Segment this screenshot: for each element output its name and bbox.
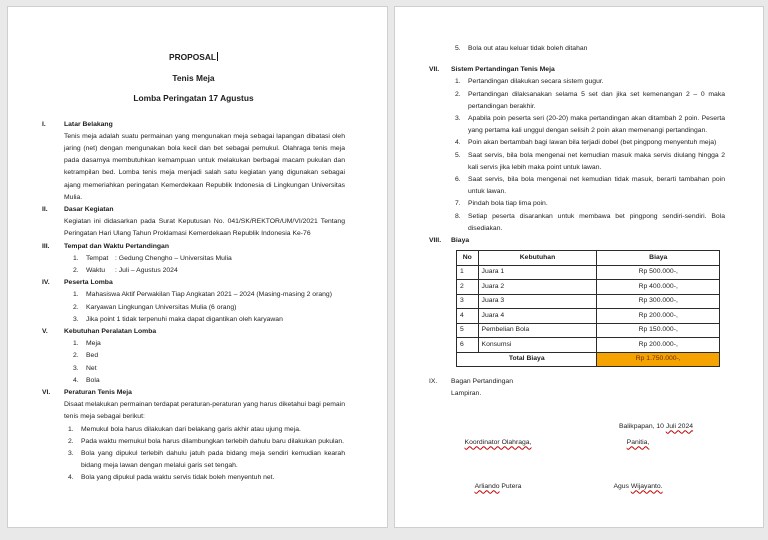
signature-block: [429, 409, 725, 534]
section-number: V.: [42, 327, 48, 335]
section-heading: Latar Belakang: [64, 120, 113, 128]
document-page-2[interactable]: [394, 6, 764, 528]
section-paragraph: Disaat melakukan permainan terdapat peraturan-peraturan yang harus diketahui bagi pemain tenis meja sebagai berikut:: [64, 401, 345, 421]
field-value: Gedung Chengho – Universitas Mulia: [118, 254, 232, 262]
table-total-row: [457, 352, 720, 367]
section-heading: Dasar Kegiatan: [64, 205, 114, 213]
section-heading: Tempat dan Waktu Pertandingan: [64, 242, 169, 250]
section-heading: Peserta Lomba: [64, 279, 113, 287]
table-row: 5 Pembelian Bola Rp 150.000-,: [457, 323, 720, 338]
section-number: VII.: [429, 66, 440, 74]
list-item: 1. Mahasiswa Aktif Perwakilan Tiap Angkatan 2021 – 2024 (Masing-masing 2 orang): [73, 291, 332, 299]
section-number: I.: [42, 120, 46, 128]
column-header-kebutuhan: Kebutuhan: [478, 251, 597, 266]
section-paragraph: Tenis meja adalah suatu permainan yang mengunakan meja sebagai lapangan dibatasi oleh jaring (net) dengan mengunakan bola kecil dan bet sebagai pemukul. Olahraga tenis meja pada dasarnya membutuhkan kemampuan untuk melakukan berbagai macam pukulan dan ketrampilan bed. Lomba tenis meja menjadi salah satu kegiatan yang digunakan sebagai ajang memeriahkan peringatan Kemerdekaan Republik Indonesia di Lingkungan Universitas Mulia.: [64, 132, 345, 201]
section-number: IX.: [429, 378, 438, 386]
list-item: 4. Bola: [73, 376, 100, 384]
section-dasar-kegiatan: [42, 204, 345, 241]
section-peserta-lomba: [42, 277, 345, 326]
field-separator: :: [115, 254, 119, 262]
list-item: 2. Pada waktu memukul bola harus dilambungkan terlebih dahulu baru dilakukan pukulan.: [68, 437, 344, 445]
place-date-line: Balikpapan, 10 Juli 2024: [618, 422, 694, 430]
list-item: 3. Jika point 1 tidak terpenuhi maka dapat digantikan oleh karyawan: [73, 315, 283, 323]
signature-right-name: Agus Wijayanto.: [613, 482, 663, 490]
list-item: 8. Setiap peserta disarankan untuk membawa bet pingpong sendiri-sendiri. Bola disediakan.: [455, 212, 725, 232]
list-item: 4. Bola yang dipukul pada waktu servis tidak boleh menyentuh net.: [68, 474, 275, 482]
spellcheck-flagged-text: Juli 2024: [665, 422, 694, 430]
spellcheck-flagged-text: Wijayanto.: [630, 482, 663, 490]
list-item: 3. Apabila poin peserta seri (20-20) maka pertandingan akan ditambah 2 poin. Peserta yang pertama kali unggul dengan selisih 2 poin akan memenangi pertandingan.: [455, 115, 725, 135]
table-row: 6 Konsumsi Rp 200.000-,: [457, 338, 720, 353]
section-paragraph: Kegiatan ini didasarkan pada Surat Keputusan No. 041/SK/REKTOR/UM/VI/2021 Tentang Peringatan Hari Ulang Tahun Proklamasi Kemerdekaan Republik Indonesia Ke-76: [64, 218, 345, 238]
list-item: 5. Bola out atau keluar tidak boleh ditahan: [455, 45, 588, 52]
list-item: 2. Bed: [73, 352, 99, 360]
section-continued-list: [429, 43, 725, 55]
section-kebutuhan-peralatan: [42, 326, 345, 387]
table-row: 3 Juara 3 Rp 300.000-,: [457, 294, 720, 309]
section-number: IV.: [42, 279, 50, 287]
section-heading: Peraturan Tenis Meja: [64, 388, 132, 396]
list-item: 1. Tempat : Gedung Chengho – Universitas Mulia: [73, 253, 345, 265]
section-heading: Bagan Pertandingan: [451, 378, 513, 386]
table-header-row: [457, 251, 720, 266]
title-text: PROPOSAL: [169, 52, 216, 62]
list-item: 1. Pertandingan dilakukan secara sistem gugur.: [455, 78, 604, 86]
section-peraturan-tenis-meja: [42, 387, 345, 485]
section-tempat-waktu: [42, 241, 345, 278]
section-number: VIII.: [429, 237, 442, 245]
section-number: VI.: [42, 388, 51, 396]
list-item: 1. Meja: [73, 340, 101, 348]
cost-table: [456, 250, 720, 367]
signature-right-title: Panitia,: [626, 438, 650, 446]
list-item: 5. Saat servis, bila bola mengenai net kemudian masuk maka servis diulang hingga 2 kali servis jika lebih maka point untuk lawan.: [455, 151, 725, 171]
table-row: 4 Juara 4 Rp 200.000-,: [457, 309, 720, 324]
list-item: 2. Waktu : Juli – Agustus 2024: [73, 265, 345, 277]
list-item: 1. Memukul bola harus dilakukan dari belakang garis akhir atau ujung meja.: [68, 425, 301, 433]
list-item: 3. Net: [73, 364, 97, 372]
signature-left-name: Arliando Putera: [474, 482, 522, 490]
field-label: Tempat: [86, 254, 109, 262]
title-line-2: Tenis Meja: [172, 72, 215, 83]
section-heading: Biaya: [451, 237, 470, 245]
list-item: 3. Bola yang dipukul terlebih dahulu jatuh pada bidang meja sendiri kemudian kearah bidang meja lawan dengan melalui garis set tengah.: [68, 449, 345, 470]
document-title-block: [42, 47, 345, 109]
field-label: Waktu: [86, 266, 106, 274]
list-item: 7. Pindah bola tiap lima poin.: [455, 200, 548, 208]
document-page-1[interactable]: [7, 6, 388, 528]
field-value: Juli – Agustus 2024: [118, 266, 178, 274]
list-item: 2. Pertandingan dilaksanakan selama 5 set dan jika set kemenangan 2 – 0 maka pertandingan berakhir.: [455, 90, 725, 110]
list-item: 6. Saat servis, bila bola mengenai net kemudian tidak masuk, berarti tambahan poin untuk lawan.: [455, 176, 725, 196]
section-subline: Lampiran.: [451, 390, 482, 398]
section-heading: Kebutuhan Peralatan Lomba: [64, 327, 157, 335]
total-label-cell: Total Biaya: [457, 352, 597, 367]
section-bagan-pertandingan: [429, 376, 725, 400]
section-heading: Sistem Pertandingan Tenis Meja: [451, 66, 555, 74]
title-line-1: [42, 47, 345, 68]
section-biaya: [429, 235, 725, 367]
section-latar-belakang: [42, 119, 345, 204]
table-row: 2 Juara 2 Rp 400.000-,: [457, 280, 720, 295]
list-item: 2. Karyawan Lingkungan Universitas Mulia (6 orang): [73, 303, 237, 311]
section-number: II.: [42, 205, 48, 213]
section-number: III.: [42, 242, 50, 250]
table-row: 1 Juara 1 Rp 500.000-,: [457, 265, 720, 280]
field-separator: :: [115, 266, 119, 274]
column-header-no: No: [457, 251, 479, 266]
title-line-3: Lomba Peringatan 17 Agustus: [133, 93, 254, 103]
section-sistem-pertandingan: [429, 64, 725, 235]
signature-left-title: Koordinator Olahraga,: [464, 438, 532, 446]
total-value-cell-highlighted: Rp 1.750.000-,: [597, 352, 720, 367]
spellcheck-flagged-text: Arliando: [474, 482, 500, 490]
text-cursor: [217, 52, 218, 61]
list-item: 4. Poin akan bertambah bagi lawan bila terjadi dobel (bet pingpong menyentuh meja): [455, 139, 717, 147]
column-header-biaya: Biaya: [597, 251, 720, 266]
